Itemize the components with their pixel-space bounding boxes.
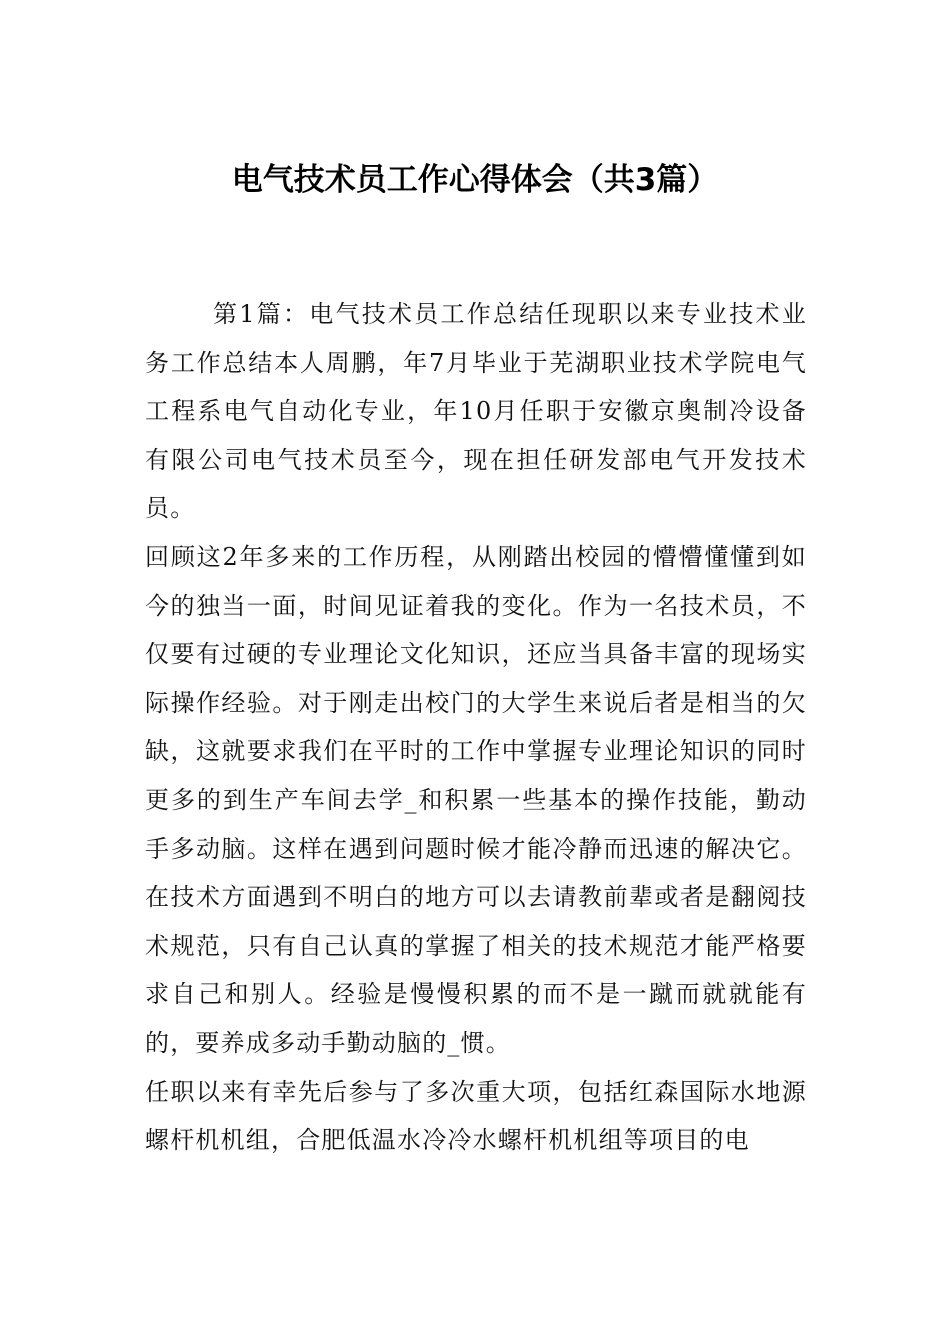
document-body	[145, 290, 807, 1165]
paragraph-2: 回顾这2年多来的工作历程，从刚踏出校园的懵懵懂懂到如今的独当一面，时间见证着我的变化。作为一名技术员，不仅要有过硬的专业理论文化知识，还应当具备丰富的现场实际操作经验。对于刚走出校门的大学生来说后者是相当的欠缺，这就要求我们在平时的工作中掌握专业理论知识的同时更多的到生产车间去学_和积累一些基本的操作技能，勤动手多动脑。这样在遇到问题时候才能冷静而迅速的解决它。在技术方面遇到不明白的地方可以去请教前辈或者是翻阅技术规范，只有自己认真的掌握了相关的技术规范才能严格要求自己和别人。经验是慢慢积累的而不是一蹴而就就能有的，要养成多动手勤动脑的_惯。	[145, 542, 807, 1057]
paragraph-1: 第1篇：电气技术员工作总结任现职以来专业技术业务工作总结本人周鹏，年7月毕业于芜湖职业技术学院电气工程系电气自动化专业，年10月任职于安徽京奥制冷设备有限公司电气技术员至今，现在担任研发部电气开发技术员。	[145, 300, 807, 523]
document-title: 电气技术员工作心得体会（共3篇）	[231, 162, 719, 198]
paragraph-3: 任职以来有幸先后参与了多次重大项，包括红森国际水地源螺杆机机组，合肥低温水冷冷水螺杆机机组等项目的电	[145, 1077, 807, 1155]
